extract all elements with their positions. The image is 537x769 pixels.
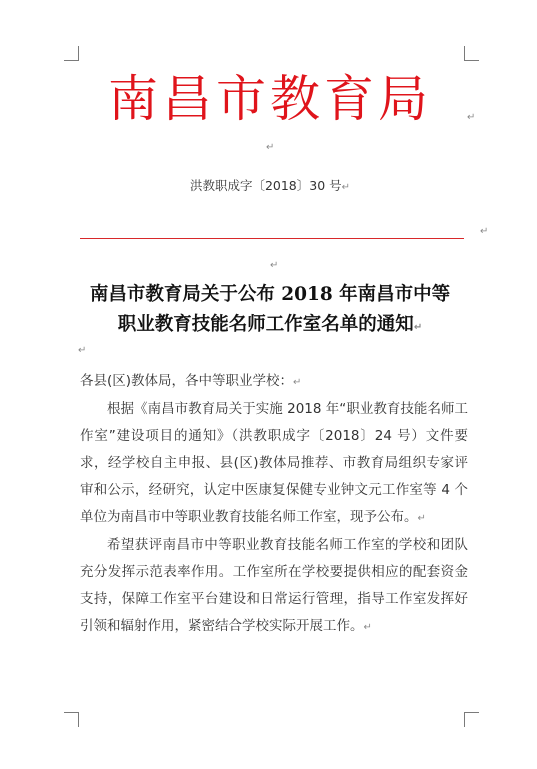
body-paragraph-2: 希望获评南昌市中等职业教育技能名师工作室的学校和团队充分发挥示范表率作用。工作室所在学校要提供相应的配套资金支持，保障工作室平台建设和日常运行管理，指导工作室发挥好引领和辐射作用，紧密结合学校实际开展工作。↵ [80,537,468,634]
paragraph-mark: ↵ [270,260,279,271]
title-line-1: 南昌市教育局关于公布 2018 年南昌市中等 [89,284,451,305]
paragraph-mark: ↵ [467,112,476,123]
crop-mark-top-left [64,46,79,61]
red-separator-line [80,238,464,239]
crop-mark-bottom-left [64,712,79,727]
crop-mark-bottom-right [464,712,479,727]
notice-title [74,280,466,343]
title-line-2: 职业教育技能名师工作室名单的通知↵ [117,314,423,335]
crop-mark-top-right [464,46,479,61]
paragraph-mark: ↵ [266,142,275,153]
document-number: 洪教职成字〔2018〕30 号↵ [189,178,351,193]
issuing-organization: 南昌市教育局 [108,70,432,128]
notice-body [80,368,468,641]
paragraph-mark: ↵ [78,345,87,356]
body-paragraph-1: 根据《南昌市教育局关于实施 2018 年“职业教育技能名师工作室”建设项目的通知》（洪教职成字〔2018〕24 号）文件要求，经学校自主申报、县(区)教体局推荐、市教育局组织专家评审和公示，经研究，认定中医康复保健专业钟文元工作室等 4 个单位为南昌市中等职业教育技能名师工作室，现予公布。↵ [80,401,468,525]
salutation: 各县(区)教体局，各中等职业学校：↵ [80,373,302,389]
paragraph-mark: ↵ [480,226,489,237]
